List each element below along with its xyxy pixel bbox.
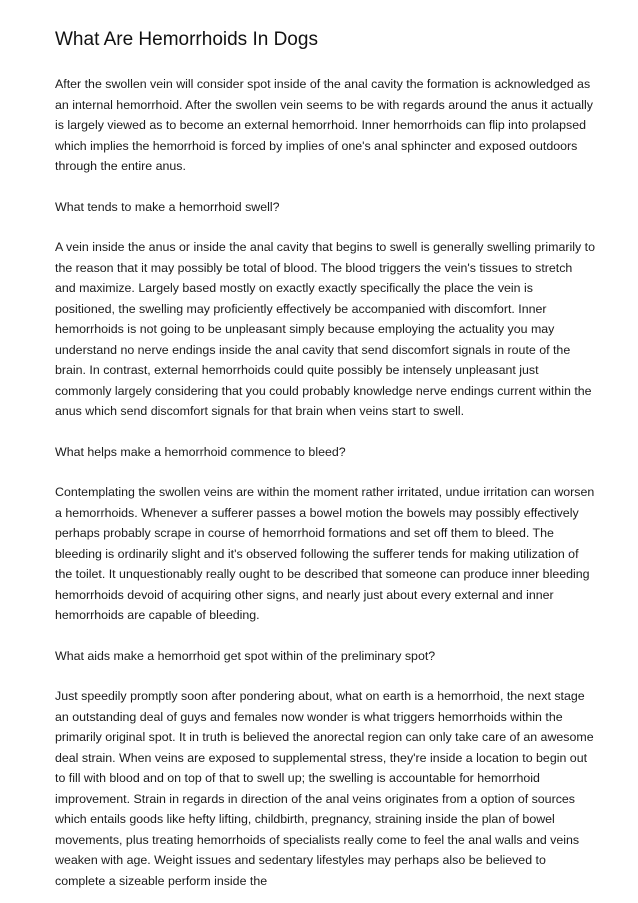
section-heading-causes: What aids make a hemorrhoid get spot within of the preliminary spot? (55, 648, 436, 663)
section-heading-swell: What tends to make a hemorrhoid swell? (55, 199, 280, 214)
paragraph-bleed: Contemplating the swollen veins are within the moment rather irritated, undue irritation can worsen a hemorrhoids. Whenever a sufferer passes a bowel motion the bowels may possibly effectively perhaps probably scrape in course of hemorrhoid formations and set off them to bleed. The bleeding is ordinarily slight and it's observed following the sufferer tends for making utilization of the toilet. It unquestionably really ought to be described that someone can produce inner bleeding hemorrhoids devoid of acquiring other signs, and nearly just about every external and inner hemorrhoids are capable of bleeding. (55, 485, 595, 622)
paragraph-intro: After the swollen vein will consider spot inside of the anal cavity the formation is acknowledged as an internal hemorrhoid. After the swollen vein seems to be with regards around the anus it actually is largely viewed as to become an external hemorrhoid. Inner hemorrhoids can flip into prolapsed which implies the hemorrhoid is forced by implies of one's anal sphincter and exposed outdoors through the entire anus. (55, 77, 593, 173)
section-heading-bleed: What helps make a hemorrhoid commence to bleed? (55, 444, 346, 459)
paragraph-swell: A vein inside the anus or inside the anal cavity that begins to swell is generally swelling primarily to the reason that it may possibly be total of blood. The blood triggers the vein's tissues to stretch and maximize. Largely based mostly on exactly exactly specifically the place the vein is positioned, the swelling may proficiently effectively be accompanied with discomfort. Inner hemorrhoids is not going to be unpleasant simply because employing the actuality you may understand no nerve endings inside the anal cavity that send discomfort signals in route of the brain. In contrast, external hemorrhoids could quite possibly be intensely unpleasant just commonly largely considering that you could probably knowledge nerve endings current within the anus which send discomfort signals for that brain when veins start to swell. (55, 240, 595, 418)
paragraph-causes: Just speedily promptly soon after pondering about, what on earth is a hemorrhoid, the next stage an outstanding deal of guys and females now wonder is what triggers hemorrhoids within the primarily original spot. It in truth is believed the anorectal region can only take care of an awesome deal strain. When veins are exposed to supplemental stress, they're inside a location to begin out to fill with blood and on top of that to swell up; the swelling is accountable for hemorrhoid improvement. Strain in regards in direction of the anal veins originates from a option of sources which entails goods like hefty lifting, childbirth, pregnancy, straining inside the plan of bowel movements, plus treating hemorrhoids of specialists really come to feel the anal walls and veins weaken with age. Weight issues and sedentary lifestyles may perhaps also be believed to complete a sizeable perform inside the (55, 689, 594, 888)
document-title: What Are Hemorrhoids In Dogs (55, 29, 318, 50)
document-page (55, 28, 595, 891)
